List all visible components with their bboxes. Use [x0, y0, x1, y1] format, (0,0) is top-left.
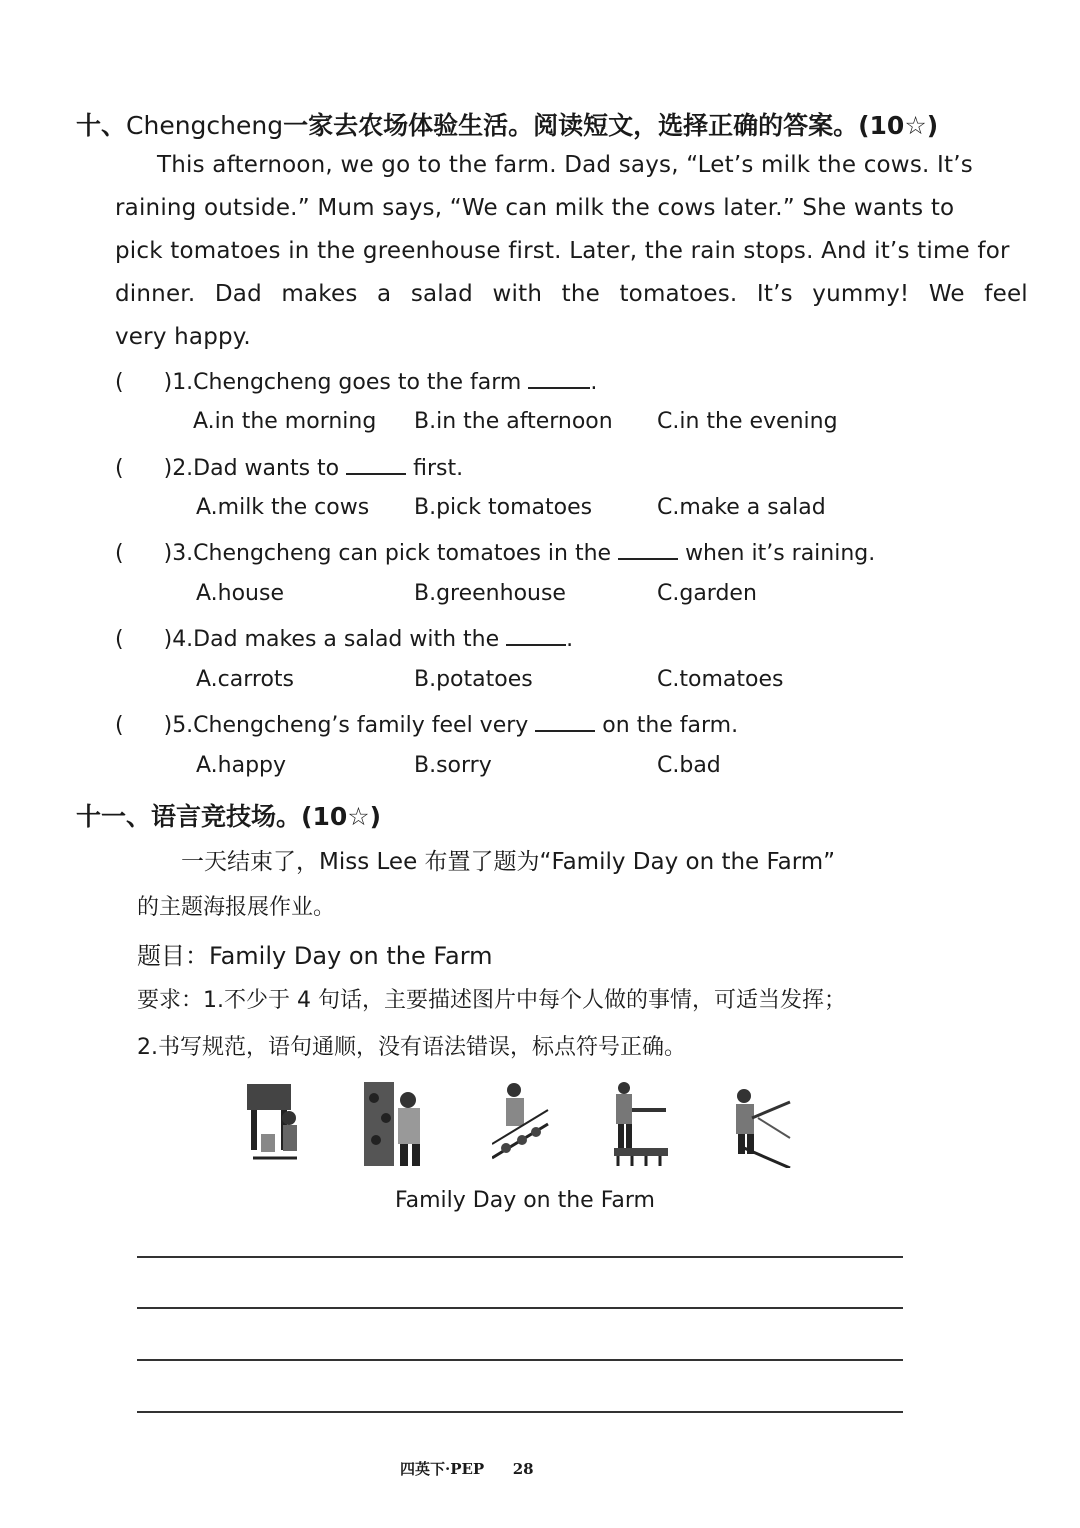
- fill-blank[interactable]: [346, 453, 406, 475]
- option-3b[interactable]: B.greenhouse: [414, 581, 566, 606]
- picking-tomatoes-illustration: [364, 1078, 430, 1168]
- option-2b[interactable]: B.pick tomatoes: [414, 495, 593, 520]
- writing-line-1[interactable]: [137, 1256, 903, 1258]
- answer-paren-close: ): [163, 627, 173, 652]
- section-number: 十、: [76, 111, 127, 140]
- poster-caption: Family Day on the Farm: [395, 1188, 655, 1213]
- option-4b[interactable]: B.potatoes: [414, 667, 533, 692]
- page-number: 28: [512, 1460, 534, 1478]
- fill-blank[interactable]: [618, 538, 678, 560]
- milking-cow-illustration: [243, 1078, 303, 1166]
- answer-paren-close: ): [163, 456, 173, 481]
- option-5a[interactable]: A.happy: [196, 753, 287, 778]
- answer-paren-open: (: [115, 713, 124, 738]
- passage-line-3: pick tomatoes in the greenhouse first. Later, the rain stops. And it’s time for: [115, 238, 1010, 264]
- passage-line-1: This afternoon, we go to the farm. Dad says, “Let’s milk the cows. It’s: [157, 152, 973, 178]
- answer-paren-open: (: [115, 627, 124, 652]
- question-3: [115, 538, 875, 566]
- option-1a[interactable]: A.in the morning: [193, 409, 377, 434]
- passage-line-4: [115, 281, 1028, 307]
- section-title: 语言竞技场。(10☆): [151, 802, 382, 831]
- answer-paren-close: ): [163, 370, 173, 395]
- requirement-line-2: 2.书写规范，语句通顺，没有语法错误，标点符号正确。: [137, 1035, 686, 1060]
- question-text: 2.Dad wants to: [172, 456, 340, 481]
- option-2a[interactable]: A.milk the cows: [196, 495, 370, 520]
- question-5: [115, 710, 738, 738]
- question-post: .: [590, 370, 598, 395]
- option-5b[interactable]: B.sorry: [414, 753, 492, 778]
- section-title: 一家去农场体验生活。阅读短文，选择正确的答案。(10☆): [283, 111, 939, 140]
- option-3c[interactable]: C.garden: [657, 581, 757, 606]
- instruction-line-2: 的主题海报展作业。: [137, 895, 336, 920]
- question-text: 5.Chengcheng’s family feel very: [172, 713, 529, 738]
- footer-label: 四英下·PEP: [400, 1460, 485, 1478]
- writing-line-3[interactable]: [137, 1359, 903, 1361]
- option-4a[interactable]: A.carrots: [196, 667, 295, 692]
- passage-line-5: very happy.: [115, 324, 251, 350]
- option-1c[interactable]: C.in the evening: [657, 409, 838, 434]
- cooking-illustration: [730, 1078, 792, 1168]
- question-post: on the farm.: [602, 713, 739, 738]
- topic-line: 题目：Family Day on the Farm: [137, 942, 493, 970]
- question-text: 4.Dad makes a salad with the: [172, 627, 500, 652]
- answer-paren-open: (: [115, 456, 124, 481]
- question-post: when it’s raining.: [685, 541, 876, 566]
- question-post: .: [566, 627, 574, 652]
- instruction-line-1: 一天结束了，Miss Lee 布置了题为“Family Day on the Farm”: [181, 849, 836, 875]
- section-10-heading: [76, 106, 938, 142]
- section-11-heading: [76, 797, 381, 833]
- requirement-line-1: 要求：1.不少于 4 句话，主要描述图片中每个人做的事情，可适当发挥；: [137, 988, 846, 1013]
- option-4c[interactable]: C.tomatoes: [657, 667, 784, 692]
- option-5c[interactable]: C.bad: [657, 753, 721, 778]
- question-4: [115, 624, 573, 652]
- option-1b[interactable]: B.in the afternoon: [414, 409, 613, 434]
- option-3a[interactable]: A.house: [196, 581, 284, 606]
- fill-blank[interactable]: [535, 710, 595, 732]
- writing-line-4[interactable]: [137, 1411, 903, 1413]
- answer-paren-open: (: [115, 541, 124, 566]
- section-number: 十一、: [76, 802, 152, 831]
- answer-paren-close: ): [163, 713, 173, 738]
- passage-line-4-text: dinner. Dad makes a salad with the tomatoes. It’s yummy! We feel: [115, 281, 1028, 307]
- fill-blank[interactable]: [506, 624, 566, 646]
- question-text: 3.Chengcheng can pick tomatoes in the: [172, 541, 612, 566]
- answer-paren-close: ): [163, 541, 173, 566]
- question-2: [115, 453, 463, 481]
- page-footer: [400, 1458, 534, 1479]
- greenhouse-illustration: [492, 1078, 552, 1168]
- answer-paren-open: (: [115, 370, 124, 395]
- person-at-field-illustration: [612, 1078, 670, 1168]
- question-1: [115, 367, 597, 395]
- question-post: first.: [413, 456, 464, 481]
- question-text: 1.Chengcheng goes to the farm: [172, 370, 522, 395]
- option-2c[interactable]: C.make a salad: [657, 495, 826, 520]
- writing-line-2[interactable]: [137, 1307, 903, 1309]
- fill-blank[interactable]: [528, 367, 590, 389]
- name-chengcheng: Chengcheng: [126, 111, 284, 140]
- passage-line-2: raining outside.” Mum says, “We can milk the cows later.” She wants to: [115, 195, 955, 221]
